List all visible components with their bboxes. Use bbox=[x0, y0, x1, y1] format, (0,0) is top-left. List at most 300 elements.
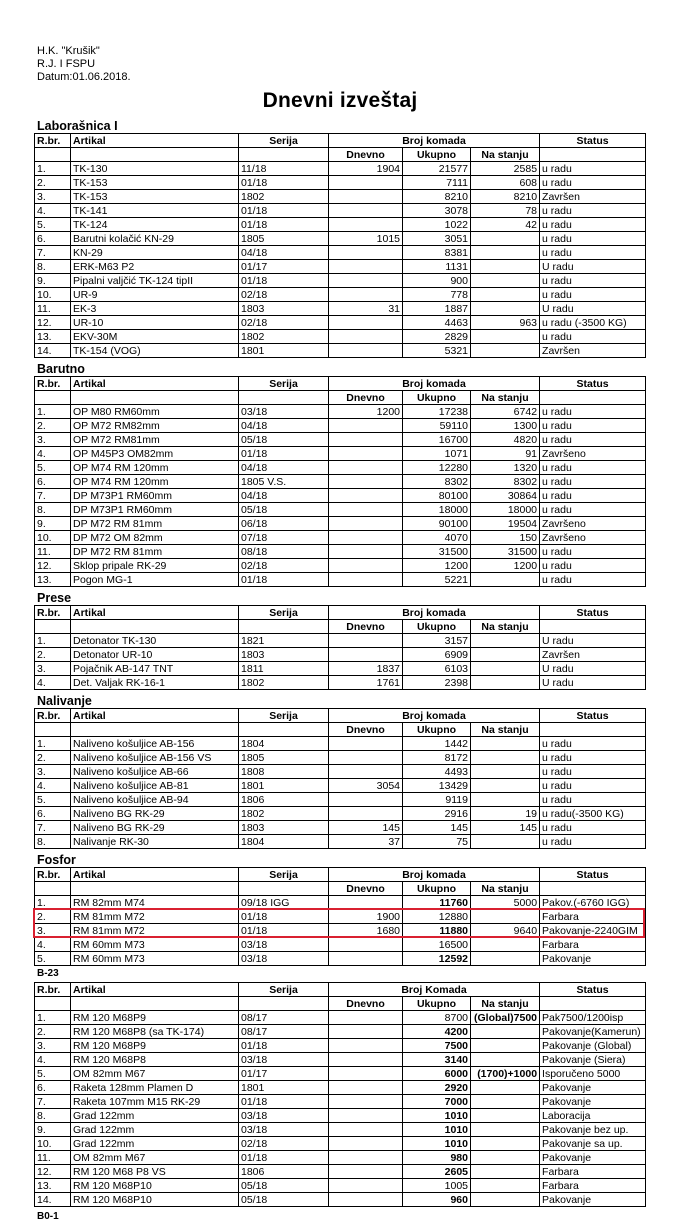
cell-dnevno bbox=[329, 634, 403, 648]
cell-serija: 1805 bbox=[239, 751, 329, 765]
table-row bbox=[35, 545, 646, 559]
cell-ukupno: 1071 bbox=[403, 447, 471, 461]
cell-serija: 05/18 bbox=[239, 1179, 329, 1193]
table-row bbox=[35, 419, 646, 433]
table-row bbox=[35, 260, 646, 274]
table-row bbox=[35, 232, 646, 246]
cell-serija: 1805 bbox=[239, 232, 329, 246]
cell-na-stanju bbox=[471, 676, 540, 690]
table-row bbox=[35, 316, 646, 330]
table-row bbox=[35, 676, 646, 690]
header-na-stanju: Na stanju bbox=[471, 882, 540, 896]
cell-status: u radu bbox=[540, 232, 646, 246]
cell-rbr: 6. bbox=[35, 1081, 71, 1095]
cell-na-stanju bbox=[471, 1123, 540, 1137]
section-table bbox=[34, 708, 646, 849]
cell-status: u radu bbox=[540, 475, 646, 489]
cell-rbr: 9. bbox=[35, 517, 71, 531]
cell-artikal: Naliveno košuljice AB-94 bbox=[71, 793, 239, 807]
cell-na-stanju bbox=[471, 1165, 540, 1179]
header-empty bbox=[71, 620, 239, 634]
table-row bbox=[35, 1039, 646, 1053]
cell-dnevno bbox=[329, 1193, 403, 1207]
section-table bbox=[34, 376, 646, 587]
cell-rbr: 11. bbox=[35, 302, 71, 316]
cell-ukupno: 1887 bbox=[403, 302, 471, 316]
header-rbr: R.br. bbox=[35, 377, 71, 391]
cell-rbr: 11. bbox=[35, 1151, 71, 1165]
cell-ukupno: 8381 bbox=[403, 246, 471, 260]
cell-artikal: Naliveno košuljice AB-81 bbox=[71, 779, 239, 793]
table-row bbox=[35, 288, 646, 302]
header-artikal: Artikal bbox=[71, 983, 239, 997]
cell-serija: 08/17 bbox=[239, 1025, 329, 1039]
header-ukupno: Ukupno bbox=[403, 882, 471, 896]
cell-na-stanju: 18000 bbox=[471, 503, 540, 517]
cell-artikal: RM 81mm M72 bbox=[71, 924, 239, 938]
header-empty bbox=[35, 997, 71, 1011]
header-na-stanju: Na stanju bbox=[471, 620, 540, 634]
cell-dnevno: 1200 bbox=[329, 405, 403, 419]
cell-ukupno: 90100 bbox=[403, 517, 471, 531]
cell-artikal: Raketa 128mm Plamen D bbox=[71, 1081, 239, 1095]
header-dnevno: Dnevno bbox=[329, 882, 403, 896]
header-status: Status bbox=[540, 134, 646, 148]
cell-ukupno: 8210 bbox=[403, 190, 471, 204]
section-title: Laborašnica I bbox=[37, 119, 118, 133]
header-na-stanju: Na stanju bbox=[471, 391, 540, 405]
table-row bbox=[35, 573, 646, 587]
cell-ukupno: 145 bbox=[403, 821, 471, 835]
cell-status: Pakovanje bbox=[540, 952, 646, 966]
cell-ukupno: 3140 bbox=[403, 1053, 471, 1067]
cell-na-stanju: 1320 bbox=[471, 461, 540, 475]
cell-rbr: 4. bbox=[35, 938, 71, 952]
cell-rbr: 2. bbox=[35, 648, 71, 662]
cell-serija: 07/18 bbox=[239, 531, 329, 545]
cell-status: Pakov.(-6760 IGG) bbox=[540, 896, 646, 910]
cell-serija: 04/18 bbox=[239, 461, 329, 475]
header-na-stanju: Na stanju bbox=[471, 997, 540, 1011]
cell-rbr: 8. bbox=[35, 835, 71, 849]
cell-artikal: Nalivanje RK-30 bbox=[71, 835, 239, 849]
cell-status: Pakovanje bez up. bbox=[540, 1123, 646, 1137]
cell-dnevno bbox=[329, 475, 403, 489]
cell-artikal: Naliveno košuljice AB-156 VS bbox=[71, 751, 239, 765]
cell-serija: 1803 bbox=[239, 648, 329, 662]
cell-na-stanju: 1200 bbox=[471, 559, 540, 573]
cell-dnevno bbox=[329, 648, 403, 662]
cell-rbr: 13. bbox=[35, 573, 71, 587]
table-row bbox=[35, 344, 646, 358]
cell-artikal: OP M80 RM60mm bbox=[71, 405, 239, 419]
cell-status: u radu bbox=[540, 559, 646, 573]
cell-rbr: 5. bbox=[35, 218, 71, 232]
table-row bbox=[35, 835, 646, 849]
section-label-b23: B-23 bbox=[37, 968, 59, 979]
header-ukupno: Ukupno bbox=[403, 148, 471, 162]
header-empty bbox=[239, 620, 329, 634]
cell-status: u radu bbox=[540, 246, 646, 260]
cell-rbr: 3. bbox=[35, 924, 71, 938]
cell-rbr: 8. bbox=[35, 260, 71, 274]
cell-status: u radu bbox=[540, 419, 646, 433]
cell-rbr: 3. bbox=[35, 1039, 71, 1053]
cell-status: u radu bbox=[540, 737, 646, 751]
table-row bbox=[35, 1151, 646, 1165]
cell-status: Završen bbox=[540, 648, 646, 662]
cell-ukupno: 960 bbox=[403, 1193, 471, 1207]
cell-rbr: 8. bbox=[35, 1109, 71, 1123]
table-row bbox=[35, 1053, 646, 1067]
cell-dnevno bbox=[329, 288, 403, 302]
cell-dnevno bbox=[329, 793, 403, 807]
section-table bbox=[34, 982, 646, 1207]
header-empty bbox=[540, 620, 646, 634]
cell-ukupno: 8172 bbox=[403, 751, 471, 765]
cell-serija: 05/18 bbox=[239, 1193, 329, 1207]
table-row bbox=[35, 1081, 646, 1095]
table-row bbox=[35, 190, 646, 204]
cell-rbr: 1. bbox=[35, 896, 71, 910]
cell-na-stanju bbox=[471, 938, 540, 952]
cell-dnevno bbox=[329, 1123, 403, 1137]
cell-dnevno bbox=[329, 1095, 403, 1109]
cell-serija: 03/18 bbox=[239, 938, 329, 952]
cell-status: u radu bbox=[540, 751, 646, 765]
table-row bbox=[35, 489, 646, 503]
cell-status: u radu bbox=[540, 835, 646, 849]
table-row bbox=[35, 821, 646, 835]
header-artikal: Artikal bbox=[71, 709, 239, 723]
cell-serija: 1802 bbox=[239, 190, 329, 204]
header-ukupno: Ukupno bbox=[403, 391, 471, 405]
cell-rbr: 7. bbox=[35, 246, 71, 260]
cell-na-stanju: 150 bbox=[471, 531, 540, 545]
cell-na-stanju bbox=[471, 1095, 540, 1109]
cell-status: u radu bbox=[540, 779, 646, 793]
cell-na-stanju: 608 bbox=[471, 176, 540, 190]
cell-dnevno bbox=[329, 433, 403, 447]
cell-serija: 09/18 IGG bbox=[239, 896, 329, 910]
header-empty bbox=[35, 882, 71, 896]
cell-ukupno: 1010 bbox=[403, 1137, 471, 1151]
cell-status: u radu bbox=[540, 821, 646, 835]
cell-dnevno bbox=[329, 260, 403, 274]
cell-serija: 04/18 bbox=[239, 489, 329, 503]
cell-artikal: RM 120 M68P8 (sa TK-174) bbox=[71, 1025, 239, 1039]
cell-na-stanju: 42 bbox=[471, 218, 540, 232]
cell-na-stanju: (1700)+1000 bbox=[471, 1067, 540, 1081]
cell-serija: 01/17 bbox=[239, 1067, 329, 1081]
cell-rbr: 1. bbox=[35, 634, 71, 648]
cell-serija: 01/18 bbox=[239, 910, 329, 924]
cell-na-stanju: 19504 bbox=[471, 517, 540, 531]
cell-status: u radu bbox=[540, 503, 646, 517]
cell-dnevno bbox=[329, 330, 403, 344]
cell-status: u radu bbox=[540, 405, 646, 419]
cell-serija: 1811 bbox=[239, 662, 329, 676]
cell-artikal: DP M73P1 RM60mm bbox=[71, 503, 239, 517]
cell-rbr: 10. bbox=[35, 288, 71, 302]
cell-artikal: Detonator TK-130 bbox=[71, 634, 239, 648]
cell-artikal: Naliveno košuljice AB-156 bbox=[71, 737, 239, 751]
cell-serija: 08/18 bbox=[239, 545, 329, 559]
cell-status: Završeno bbox=[540, 447, 646, 461]
cell-dnevno bbox=[329, 545, 403, 559]
cell-ukupno: 7000 bbox=[403, 1095, 471, 1109]
cell-na-stanju: 31500 bbox=[471, 545, 540, 559]
cell-ukupno: 4493 bbox=[403, 765, 471, 779]
table-row bbox=[35, 162, 646, 176]
cell-rbr: 14. bbox=[35, 1193, 71, 1207]
cell-na-stanju: 963 bbox=[471, 316, 540, 330]
cell-status: u radu bbox=[540, 274, 646, 288]
table-row bbox=[35, 952, 646, 966]
cell-ukupno: 13429 bbox=[403, 779, 471, 793]
cell-ukupno: 4463 bbox=[403, 316, 471, 330]
table-row bbox=[35, 779, 646, 793]
section-title: Prese bbox=[37, 591, 72, 605]
cell-rbr: 12. bbox=[35, 316, 71, 330]
cell-artikal: OM 82mm M67 bbox=[71, 1067, 239, 1081]
cell-serija: 1806 bbox=[239, 793, 329, 807]
header-status: Status bbox=[540, 606, 646, 620]
cell-ukupno: 11760 bbox=[403, 896, 471, 910]
cell-artikal: Grad 122mm bbox=[71, 1137, 239, 1151]
cell-na-stanju: (Global)7500 bbox=[471, 1011, 540, 1025]
cell-na-stanju bbox=[471, 952, 540, 966]
table-row bbox=[35, 662, 646, 676]
cell-rbr: 6. bbox=[35, 807, 71, 821]
cell-na-stanju: 19 bbox=[471, 807, 540, 821]
cell-ukupno: 5221 bbox=[403, 573, 471, 587]
cell-dnevno bbox=[329, 489, 403, 503]
cell-artikal: Pogon MG-1 bbox=[71, 573, 239, 587]
cell-dnevno bbox=[329, 751, 403, 765]
cell-ukupno: 6909 bbox=[403, 648, 471, 662]
cell-na-stanju bbox=[471, 1179, 540, 1193]
cell-rbr: 4. bbox=[35, 447, 71, 461]
cell-rbr: 7. bbox=[35, 489, 71, 503]
cell-rbr: 3. bbox=[35, 765, 71, 779]
cell-serija: 01/18 bbox=[239, 924, 329, 938]
cell-ukupno: 9119 bbox=[403, 793, 471, 807]
cell-serija: 01/17 bbox=[239, 260, 329, 274]
cell-artikal: Det. Valjak RK-16-1 bbox=[71, 676, 239, 690]
header-empty bbox=[239, 148, 329, 162]
table-row bbox=[35, 1165, 646, 1179]
cell-rbr: 3. bbox=[35, 433, 71, 447]
cell-artikal: RM 60mm M73 bbox=[71, 938, 239, 952]
cell-ukupno: 2920 bbox=[403, 1081, 471, 1095]
cell-status: Farbara bbox=[540, 1165, 646, 1179]
cell-na-stanju bbox=[471, 1081, 540, 1095]
cell-dnevno bbox=[329, 204, 403, 218]
cell-artikal: RM 120 M68P10 bbox=[71, 1193, 239, 1207]
table-row bbox=[35, 475, 646, 489]
cell-na-stanju bbox=[471, 1151, 540, 1165]
cell-serija: 1801 bbox=[239, 344, 329, 358]
cell-ukupno: 75 bbox=[403, 835, 471, 849]
cell-ukupno: 12592 bbox=[403, 952, 471, 966]
cell-dnevno bbox=[329, 938, 403, 952]
cell-ukupno: 6103 bbox=[403, 662, 471, 676]
cell-status: u radu bbox=[540, 573, 646, 587]
header-broj-komada: Broj komada bbox=[329, 606, 540, 620]
header-rbr: R.br. bbox=[35, 983, 71, 997]
cell-status: Laboracija bbox=[540, 1109, 646, 1123]
table-row bbox=[35, 737, 646, 751]
header-empty bbox=[239, 882, 329, 896]
cell-dnevno bbox=[329, 1137, 403, 1151]
cell-status: Pakovanje bbox=[540, 1081, 646, 1095]
cell-artikal: OP M72 RM82mm bbox=[71, 419, 239, 433]
cell-na-stanju bbox=[471, 344, 540, 358]
header-serija: Serija bbox=[239, 983, 329, 997]
table-row bbox=[35, 517, 646, 531]
cell-ukupno: 17238 bbox=[403, 405, 471, 419]
cell-ukupno: 59110 bbox=[403, 419, 471, 433]
table-row bbox=[35, 302, 646, 316]
cell-rbr: 14. bbox=[35, 344, 71, 358]
cell-ukupno: 1022 bbox=[403, 218, 471, 232]
cell-dnevno bbox=[329, 246, 403, 260]
cell-rbr: 9. bbox=[35, 274, 71, 288]
table-row bbox=[35, 246, 646, 260]
header-dnevno: Dnevno bbox=[329, 148, 403, 162]
cell-serija: 03/18 bbox=[239, 1123, 329, 1137]
cell-dnevno bbox=[329, 218, 403, 232]
table-row bbox=[35, 634, 646, 648]
table-row bbox=[35, 447, 646, 461]
cell-rbr: 6. bbox=[35, 475, 71, 489]
header-status: Status bbox=[540, 377, 646, 391]
cell-artikal: DP M72 OM 82mm bbox=[71, 531, 239, 545]
header-artikal: Artikal bbox=[71, 606, 239, 620]
header-empty bbox=[239, 391, 329, 405]
cell-serija: 02/18 bbox=[239, 559, 329, 573]
cell-status: Pakovanje (Global) bbox=[540, 1039, 646, 1053]
header-broj-komada: Broj komada bbox=[329, 134, 540, 148]
cell-ukupno: 4200 bbox=[403, 1025, 471, 1039]
cell-rbr: 4. bbox=[35, 1053, 71, 1067]
report-date: Datum:01.06.2018. bbox=[37, 71, 131, 83]
cell-status: u radu bbox=[540, 433, 646, 447]
cell-ukupno: 2829 bbox=[403, 330, 471, 344]
cell-ukupno: 6000 bbox=[403, 1067, 471, 1081]
page-title: Dnevni izveštaj bbox=[262, 89, 418, 112]
cell-artikal: Sklop pripale RK-29 bbox=[71, 559, 239, 573]
cell-na-stanju bbox=[471, 779, 540, 793]
header-empty bbox=[239, 997, 329, 1011]
cell-artikal: TK-153 bbox=[71, 190, 239, 204]
cell-artikal: Naliveno košuljice AB-66 bbox=[71, 765, 239, 779]
cell-dnevno bbox=[329, 316, 403, 330]
cell-ukupno: 2916 bbox=[403, 807, 471, 821]
cell-serija: 05/18 bbox=[239, 433, 329, 447]
cell-ukupno: 980 bbox=[403, 1151, 471, 1165]
cell-dnevno bbox=[329, 344, 403, 358]
cell-status: Pakovanje bbox=[540, 1193, 646, 1207]
cell-status: u radu bbox=[540, 793, 646, 807]
cell-artikal: Barutni kolačić KN-29 bbox=[71, 232, 239, 246]
cell-status: u radu bbox=[540, 288, 646, 302]
cell-rbr: 6. bbox=[35, 232, 71, 246]
header-empty bbox=[540, 723, 646, 737]
cell-status: u radu bbox=[540, 218, 646, 232]
cell-ukupno: 4070 bbox=[403, 531, 471, 545]
header-serija: Serija bbox=[239, 606, 329, 620]
cell-rbr: 4. bbox=[35, 204, 71, 218]
cell-serija: 02/18 bbox=[239, 1137, 329, 1151]
table-row bbox=[35, 1193, 646, 1207]
cell-status: u radu bbox=[540, 162, 646, 176]
cell-serija: 01/18 bbox=[239, 573, 329, 587]
section-label-b01: B0-1 bbox=[37, 1211, 59, 1222]
header-empty bbox=[35, 723, 71, 737]
header-broj-komada: Broj komada bbox=[329, 709, 540, 723]
cell-dnevno: 1837 bbox=[329, 662, 403, 676]
cell-artikal: EKV-30M bbox=[71, 330, 239, 344]
cell-artikal: TK-124 bbox=[71, 218, 239, 232]
cell-na-stanju: 4820 bbox=[471, 433, 540, 447]
cell-dnevno: 1761 bbox=[329, 676, 403, 690]
cell-artikal: RM 82mm M74 bbox=[71, 896, 239, 910]
cell-na-stanju bbox=[471, 1137, 540, 1151]
header-artikal: Artikal bbox=[71, 377, 239, 391]
cell-serija: 1804 bbox=[239, 835, 329, 849]
cell-rbr: 12. bbox=[35, 559, 71, 573]
cell-status: U radu bbox=[540, 634, 646, 648]
cell-dnevno bbox=[329, 1081, 403, 1095]
cell-rbr: 3. bbox=[35, 190, 71, 204]
cell-artikal: KN-29 bbox=[71, 246, 239, 260]
cell-status: Završeno bbox=[540, 517, 646, 531]
table-row bbox=[35, 1109, 646, 1123]
table-row bbox=[35, 274, 646, 288]
header-broj-komada: Broj komada bbox=[329, 377, 540, 391]
cell-na-stanju bbox=[471, 232, 540, 246]
cell-dnevno: 3054 bbox=[329, 779, 403, 793]
cell-rbr: 10. bbox=[35, 1137, 71, 1151]
cell-ukupno: 778 bbox=[403, 288, 471, 302]
header-serija: Serija bbox=[239, 377, 329, 391]
cell-artikal: RM 120 M68 P8 VS bbox=[71, 1165, 239, 1179]
table-row bbox=[35, 1095, 646, 1109]
table-row bbox=[35, 204, 646, 218]
header-empty bbox=[540, 997, 646, 1011]
cell-ukupno: 80100 bbox=[403, 489, 471, 503]
cell-serija: 1803 bbox=[239, 302, 329, 316]
cell-na-stanju: 1300 bbox=[471, 419, 540, 433]
cell-na-stanju: 2585 bbox=[471, 162, 540, 176]
cell-rbr: 1. bbox=[35, 1011, 71, 1025]
cell-rbr: 13. bbox=[35, 1179, 71, 1193]
cell-serija: 1801 bbox=[239, 1081, 329, 1095]
cell-status: Pakovanje-2240GIM bbox=[540, 924, 646, 938]
cell-rbr: 2. bbox=[35, 176, 71, 190]
cell-serija: 1806 bbox=[239, 1165, 329, 1179]
cell-dnevno bbox=[329, 419, 403, 433]
table-row bbox=[35, 1011, 646, 1025]
header-rbr: R.br. bbox=[35, 606, 71, 620]
cell-rbr: 11. bbox=[35, 545, 71, 559]
table-row bbox=[35, 405, 646, 419]
header-status: Status bbox=[540, 868, 646, 882]
cell-status: Pak7500/1200isp bbox=[540, 1011, 646, 1025]
cell-artikal: TK-141 bbox=[71, 204, 239, 218]
